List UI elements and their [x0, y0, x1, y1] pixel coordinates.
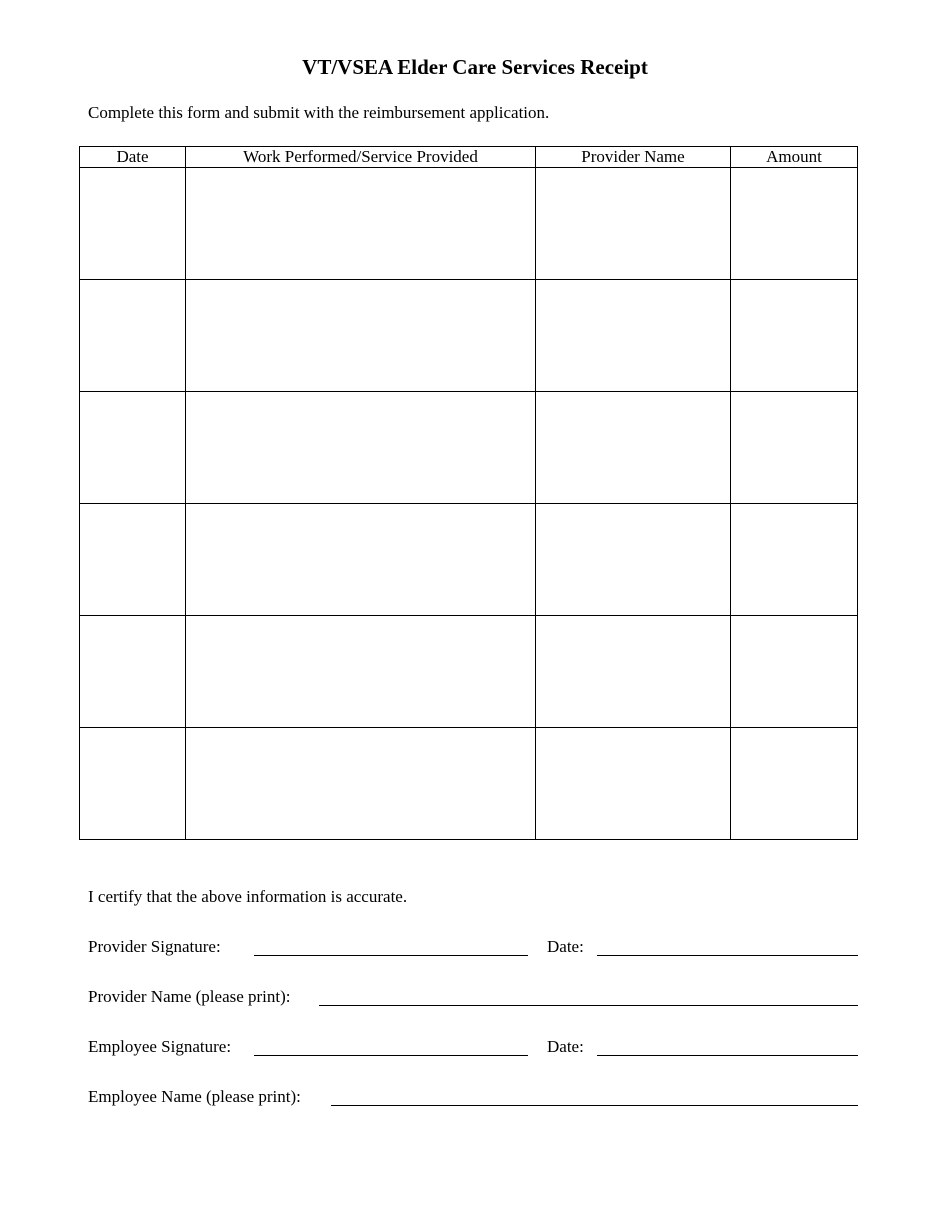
provider-cell[interactable]	[536, 392, 731, 504]
employee-date-line[interactable]	[597, 1055, 858, 1056]
amount-cell[interactable]	[731, 504, 858, 616]
table-header-row	[80, 147, 858, 168]
amount-cell[interactable]	[731, 616, 858, 728]
employee-signature-label: Employee Signature:	[88, 1037, 232, 1056]
page-title: VT/VSEA Elder Care Services Receipt	[302, 55, 648, 79]
provider-cell[interactable]	[536, 728, 731, 840]
employee-date-label: Date:	[547, 1037, 584, 1056]
provider-cell[interactable]	[536, 280, 731, 392]
employee-name-label: Employee Name (please print):	[88, 1087, 301, 1106]
table-row	[80, 280, 858, 392]
provider-name-label: Provider Name (please print):	[88, 987, 291, 1006]
table-row	[80, 616, 858, 728]
provider-signature-line[interactable]	[254, 955, 528, 956]
services-table	[79, 146, 858, 840]
provider-cell[interactable]	[536, 168, 731, 280]
work-cell[interactable]	[186, 280, 536, 392]
header-provider-name: Provider Name	[536, 147, 731, 168]
provider-date-label: Date:	[547, 937, 584, 956]
table-row	[80, 504, 858, 616]
amount-cell[interactable]	[731, 168, 858, 280]
provider-signature-label: Provider Signature:	[88, 937, 221, 956]
date-cell[interactable]	[80, 504, 186, 616]
table-row	[80, 392, 858, 504]
provider-name-line[interactable]	[319, 1005, 858, 1006]
amount-cell[interactable]	[731, 280, 858, 392]
employee-name-line[interactable]	[331, 1105, 858, 1106]
work-cell[interactable]	[186, 616, 536, 728]
provider-date-line[interactable]	[597, 955, 858, 956]
certification-statement: I certify that the above information is accurate.	[88, 887, 408, 906]
provider-cell[interactable]	[536, 616, 731, 728]
date-cell[interactable]	[80, 392, 186, 504]
date-cell[interactable]	[80, 280, 186, 392]
header-work-performed: Work Performed/Service Provided	[186, 147, 536, 168]
work-cell[interactable]	[186, 168, 536, 280]
employee-signature-line[interactable]	[254, 1055, 528, 1056]
work-cell[interactable]	[186, 504, 536, 616]
table-row	[80, 168, 858, 280]
header-date: Date	[80, 147, 186, 168]
instructions-text: Complete this form and submit with the reimbursement application.	[88, 103, 550, 122]
header-amount: Amount	[731, 147, 858, 168]
table-row	[80, 728, 858, 840]
date-cell[interactable]	[80, 616, 186, 728]
date-cell[interactable]	[80, 728, 186, 840]
amount-cell[interactable]	[731, 728, 858, 840]
date-cell[interactable]	[80, 168, 186, 280]
work-cell[interactable]	[186, 392, 536, 504]
amount-cell[interactable]	[731, 392, 858, 504]
provider-cell[interactable]	[536, 504, 731, 616]
work-cell[interactable]	[186, 728, 536, 840]
